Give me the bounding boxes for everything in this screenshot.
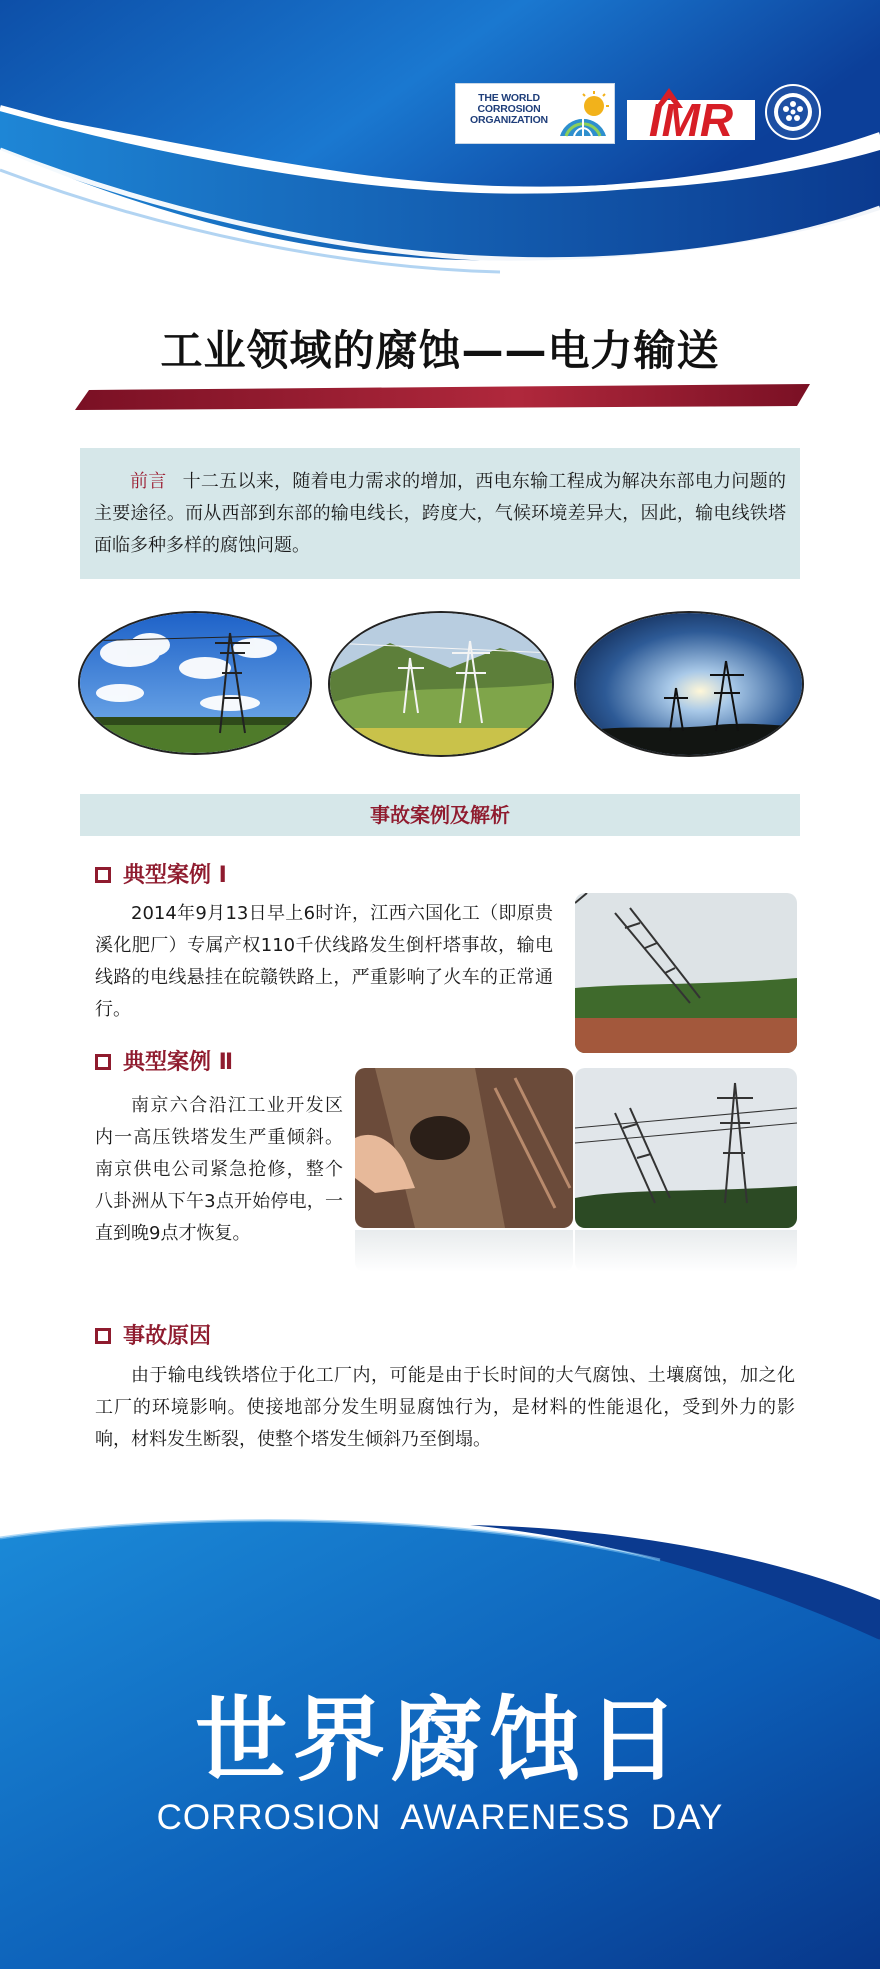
case2-text: 南京六合沿江工业开发区内一高压铁塔发生严重倾斜。南京供电公司紧急抢修，整个八卦洲从下午3点开始停电，一直到晚9点才恢复。 bbox=[95, 1095, 343, 1244]
cause-text: 由于输电线铁塔位于化工厂内，可能是由于长时间的大气腐蚀、土壤腐蚀，加之化工厂的环境影响。使接地部分发生明显腐蚀行为，是材料的性能退化，受到外力的影响，材料发生断裂，使整个塔发生倾斜乃至倒塌。 bbox=[95, 1365, 795, 1450]
case2-leaning-tower-photo bbox=[575, 1068, 797, 1228]
section-title-bar: 事故案例及解析 bbox=[80, 794, 800, 836]
case2-corroded-steel-photo bbox=[355, 1068, 573, 1228]
footer-subtitle: CORROSION AWARENESS DAY bbox=[156, 1798, 724, 1837]
case2-heading bbox=[95, 1048, 233, 1078]
case1-heading-text: 典型案例 Ⅰ bbox=[123, 863, 227, 888]
globe-sun-icon bbox=[556, 90, 610, 138]
case2-heading-text: 典型案例 Ⅱ bbox=[123, 1050, 234, 1075]
photo-reflection bbox=[355, 1230, 573, 1272]
square-bullet-icon bbox=[95, 867, 111, 883]
page-title: 工业领域的腐蚀——电力输送 bbox=[160, 326, 720, 375]
tower-green-valley-photo bbox=[328, 611, 554, 757]
cause-heading bbox=[95, 1322, 211, 1352]
tower-blue-sky-photo bbox=[78, 611, 312, 755]
title-underline-bar bbox=[75, 384, 810, 410]
header-wave-background bbox=[0, 0, 880, 290]
imr-logo bbox=[625, 86, 755, 142]
wco-logo bbox=[455, 83, 615, 144]
square-bullet-icon bbox=[95, 1054, 111, 1070]
tower-sunset-photo bbox=[574, 611, 804, 757]
case1-heading bbox=[95, 861, 227, 891]
preface-label: 前言 bbox=[130, 471, 167, 492]
preface-box bbox=[80, 448, 800, 579]
imr-logo-text: IMR bbox=[648, 94, 734, 142]
cause-heading-text: 事故原因 bbox=[123, 1324, 212, 1349]
photo-reflection bbox=[575, 1230, 797, 1272]
case1-collapsed-tower-photo bbox=[575, 893, 797, 1053]
square-bullet-icon bbox=[95, 1328, 111, 1344]
footer-title: 世界腐蚀日 bbox=[194, 1687, 685, 1794]
wco-logo-text: THE WORLD CORROSION ORGANIZATION bbox=[470, 92, 548, 126]
preface-text: 十二五以来，随着电力需求的增加，西电东输工程成为解决东部电力问题的主要途径。而从西部到东部的输电线长，跨度大，气候环境差异大，因此，输电线铁塔面临多种多样的腐蚀问题。 bbox=[94, 471, 787, 556]
case1-text: 2014年9月13日早上6时许，江西六国化工（即原贵溪化肥厂）专属产权110千伏线路发生倒杆塔事故，输电线路的电线悬挂在皖赣铁路上，严重影响了火车的正常通行。 bbox=[95, 903, 553, 1020]
cas-emblem-icon bbox=[763, 82, 823, 142]
